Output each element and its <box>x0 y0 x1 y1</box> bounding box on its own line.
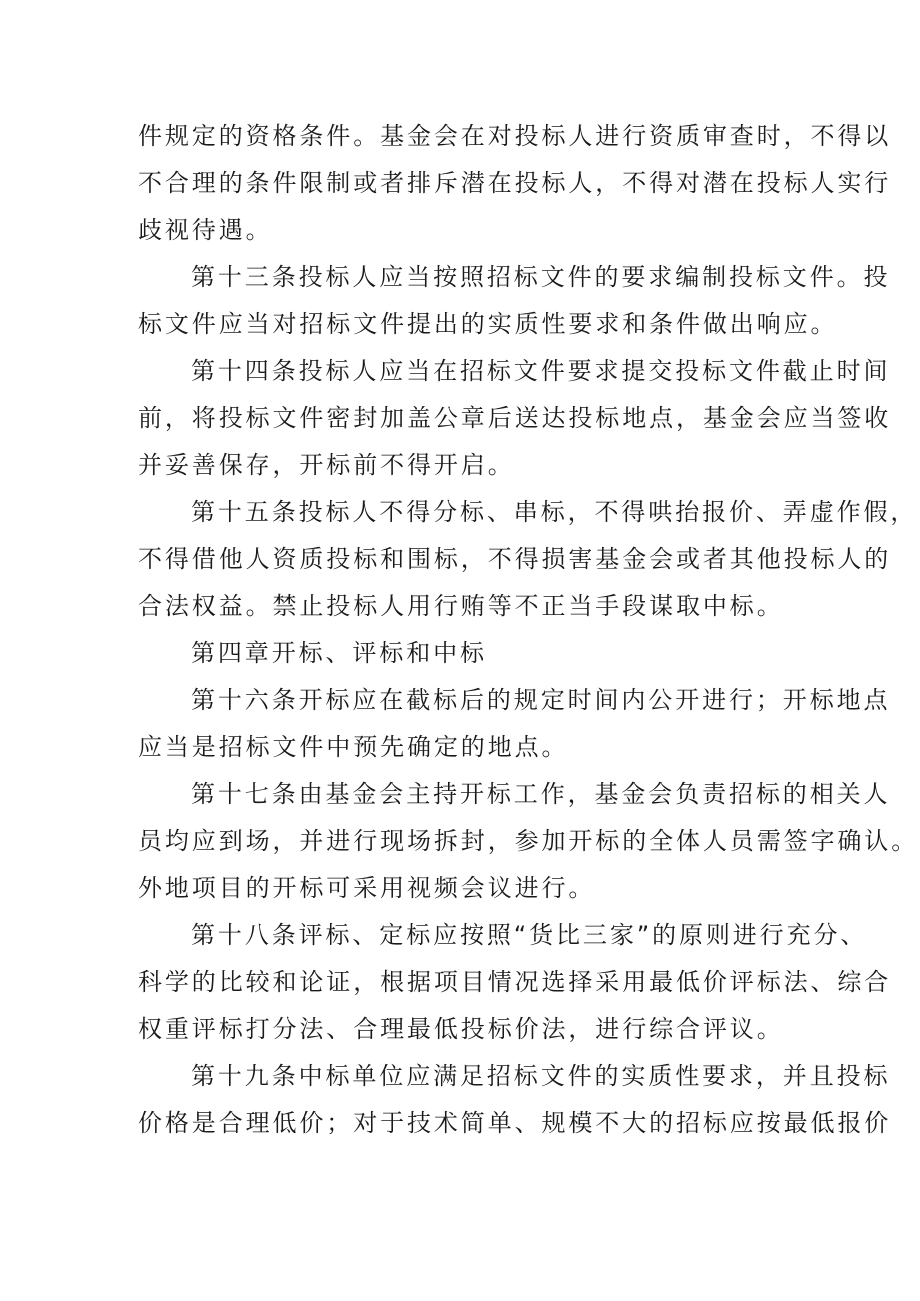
article-19-line: 第十九条中标单位应满足招标文件的实质性要求，并且投标 <box>191 1062 891 1090</box>
chapter-heading: 第四章开标、评标和中标 <box>191 639 487 667</box>
text-line: 件规定的资格条件。基金会在对投标人进行资质审查时，不得以 <box>138 122 892 150</box>
article-18-line: 第十八条评标、定标应按照“货比三家”的原则进行充分、 <box>191 921 868 949</box>
article-15-line: 第十五条投标人不得分标、串标，不得哄抬报价、弄虚作假， <box>191 498 918 526</box>
text-line: 标文件应当对招标文件提出的实质性要求和条件做出响应。 <box>138 310 838 338</box>
article-14-line: 第十四条投标人应当在招标文件要求提交投标文件截止时间 <box>191 357 891 385</box>
text-line: 并妥善保存，开标前不得开启。 <box>138 451 515 479</box>
text-line: 价格是合理低价；对于技术简单、规模不大的招标应按最低报价 <box>138 1109 892 1137</box>
text-line: 不得借他人资质投标和围标，不得损害基金会或者其他投标人的 <box>138 545 892 573</box>
article-17-line: 第十七条由基金会主持开标工作，基金会负责招标的相关人 <box>191 780 891 808</box>
text-line: 科学的比较和论证，根据项目情况选择采用最低价评标法、综合 <box>138 968 892 996</box>
text-line: 权重评标打分法、合理最低投标价法，进行综合评议。 <box>138 1015 784 1043</box>
text-line: 合法权益。禁止投标人用行贿等不正当手段谋取中标。 <box>138 592 784 620</box>
text-line: 歧视待遇。 <box>138 216 273 244</box>
article-13-line: 第十三条投标人应当按照招标文件的要求编制投标文件。投 <box>191 263 891 291</box>
article-16-line: 第十六条开标应在截标后的规定时间内公开进行；开标地点 <box>191 686 891 714</box>
text-line: 员均应到场，并进行现场拆封，参加开标的全体人员需签字确认。 <box>138 827 919 855</box>
document-body <box>138 113 919 1147</box>
text-line: 应当是招标文件中预先确定的地点。 <box>138 733 569 761</box>
text-line: 前，将投标文件密封加盖公章后送达投标地点，基金会应当签收 <box>138 404 892 432</box>
text-line: 不合理的条件限制或者排斥潜在投标人，不得对潜在投标人实行 <box>138 169 892 197</box>
text-line: 外地项目的开标可采用视频会议进行。 <box>138 874 596 902</box>
